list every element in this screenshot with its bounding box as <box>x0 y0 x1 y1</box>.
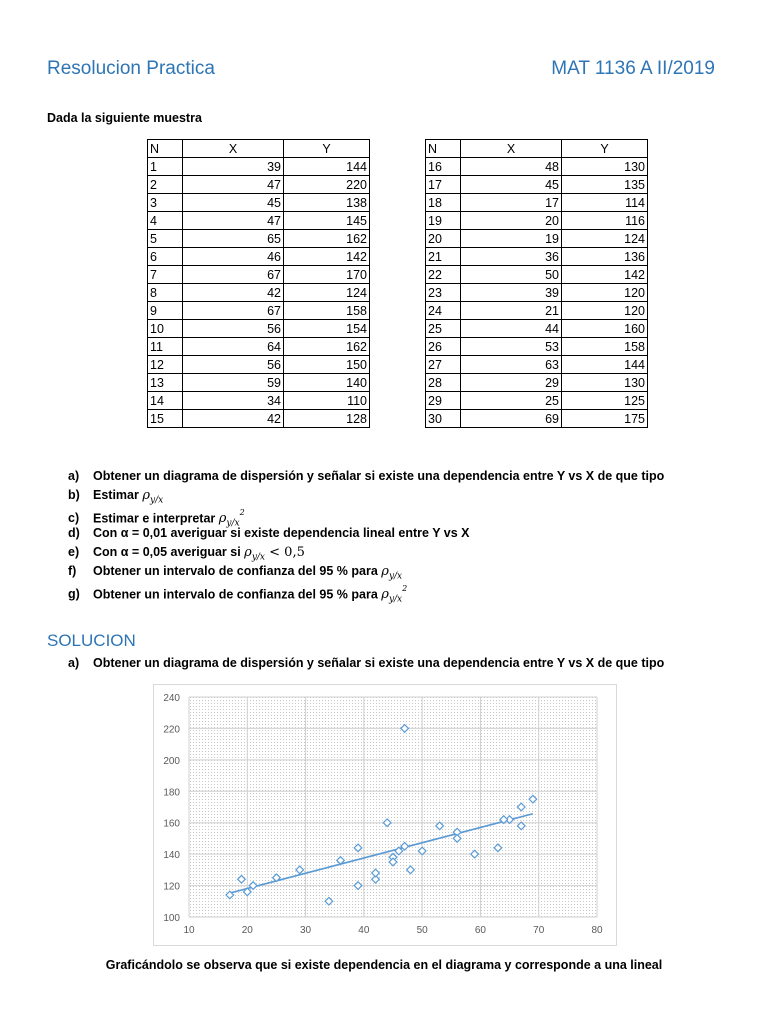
cell-y: 175 <box>562 410 648 428</box>
y-tick-label: 220 <box>163 724 180 736</box>
cell-x: 29 <box>461 374 562 392</box>
table-row <box>148 230 370 248</box>
rho-symbol: $\rho_{y/x}$ <box>142 488 164 506</box>
header-course-code: MAT 1136 A II/2019 <box>551 58 715 79</box>
cell-x: 20 <box>461 212 562 230</box>
table-row <box>148 212 370 230</box>
table-row <box>426 230 648 248</box>
table-row <box>148 302 370 320</box>
cell-n: 27 <box>426 356 461 374</box>
cell-y: 120 <box>562 302 648 320</box>
cell-x: 42 <box>183 284 284 302</box>
cell-x: 48 <box>461 158 562 176</box>
question-list <box>68 467 665 605</box>
cell-n: 14 <box>148 392 183 410</box>
cell-y: 142 <box>562 266 648 284</box>
cell-y: 162 <box>284 338 370 356</box>
table-row <box>426 248 648 266</box>
cell-x: 17 <box>461 194 562 212</box>
data-table-left <box>147 139 370 428</box>
question-e <box>68 543 664 562</box>
cell-y: 110 <box>284 392 370 410</box>
question-text: Obtener un intervalo de confianza del 95 % para <box>93 587 382 602</box>
conclusion-text: Graficándolo se observa que si existe dependencia en el diagrama y corresponde a una lineal <box>105 958 663 972</box>
column-header-x: X <box>183 140 284 158</box>
data-table-right <box>425 139 648 428</box>
question-a <box>68 467 664 486</box>
table-row <box>148 374 370 392</box>
table-row <box>426 356 648 374</box>
rho-symbol: $\rho_{y/x}$ <box>244 545 266 563</box>
rho-symbol: $\rho_{y/x}$ <box>381 564 403 582</box>
cell-n: 13 <box>148 374 183 392</box>
cell-n: 10 <box>148 320 183 338</box>
cell-y: 150 <box>284 356 370 374</box>
cell-n: 5 <box>148 230 183 248</box>
cell-y: 162 <box>284 230 370 248</box>
cell-n: 16 <box>426 158 461 176</box>
cell-y: 154 <box>284 320 370 338</box>
rho-squared-symbol: $\rho_{y/x}^2$ <box>218 508 245 529</box>
table-row <box>426 158 648 176</box>
x-tick-label: 50 <box>416 925 428 936</box>
cell-x: 34 <box>183 392 284 410</box>
cell-y: 158 <box>562 338 648 356</box>
y-tick-label: 120 <box>163 881 180 893</box>
cell-x: 45 <box>183 194 284 212</box>
question-letter: b) <box>68 488 80 502</box>
table-row <box>148 284 370 302</box>
cell-y: 136 <box>562 248 648 266</box>
column-header-x: X <box>461 140 562 158</box>
cell-n: 9 <box>148 302 183 320</box>
cell-y: 128 <box>284 410 370 428</box>
cell-x: 67 <box>183 302 284 320</box>
x-tick-label: 70 <box>533 925 545 936</box>
question-b <box>68 486 664 505</box>
column-header-y: Y <box>562 140 648 158</box>
table-row <box>426 374 648 392</box>
cell-n: 3 <box>148 194 183 212</box>
y-tick-label: 240 <box>163 693 180 704</box>
cell-x: 53 <box>461 338 562 356</box>
cell-y: 120 <box>562 284 648 302</box>
column-header-n: N <box>426 140 461 158</box>
cell-n: 21 <box>426 248 461 266</box>
cell-n: 23 <box>426 284 461 302</box>
cell-y: 144 <box>284 158 370 176</box>
inequality-text: < 0,5 <box>265 545 305 560</box>
question-text: Con α = 0,05 averiguar si <box>93 545 245 559</box>
x-tick-label: 80 <box>591 925 603 936</box>
question-letter: a) <box>68 469 80 483</box>
table-row <box>148 176 370 194</box>
cell-x: 69 <box>461 410 562 428</box>
question-letter: d) <box>68 526 80 540</box>
cell-n: 4 <box>148 212 183 230</box>
question-f <box>68 562 664 581</box>
cell-n: 7 <box>148 266 183 284</box>
question-letter: e) <box>68 545 80 559</box>
question-text: Obtener un intervalo de confianza del 95 % para <box>93 564 382 578</box>
cell-y: 160 <box>562 320 648 338</box>
cell-n: 28 <box>426 374 461 392</box>
cell-x: 50 <box>461 266 562 284</box>
table-row <box>148 248 370 266</box>
table-row <box>426 338 648 356</box>
solution-question-a <box>68 656 664 670</box>
cell-x: 65 <box>183 230 284 248</box>
cell-n: 19 <box>426 212 461 230</box>
table-row <box>148 410 370 428</box>
cell-x: 64 <box>183 338 284 356</box>
cell-x: 25 <box>461 392 562 410</box>
y-tick-label: 160 <box>163 818 180 830</box>
cell-y: 116 <box>562 212 648 230</box>
cell-n: 26 <box>426 338 461 356</box>
cell-x: 67 <box>183 266 284 284</box>
cell-x: 47 <box>183 212 284 230</box>
y-tick-label: 140 <box>163 850 180 862</box>
table-row <box>426 212 648 230</box>
cell-x: 46 <box>183 248 284 266</box>
table-row <box>148 392 370 410</box>
table-row <box>426 320 648 338</box>
question-c <box>68 505 664 529</box>
table-row <box>148 356 370 374</box>
cell-n: 29 <box>426 392 461 410</box>
table-row <box>148 320 370 338</box>
cell-y: 130 <box>562 158 648 176</box>
question-g <box>68 581 664 605</box>
cell-x: 45 <box>461 176 562 194</box>
question-text: Obtener un diagrama de dispersión y señalar si existe una dependencia entre Y vs X de que tipo <box>93 469 665 483</box>
cell-n: 30 <box>426 410 461 428</box>
cell-x: 42 <box>183 410 284 428</box>
cell-n: 15 <box>148 410 183 428</box>
cell-n: 11 <box>148 338 183 356</box>
cell-n: 22 <box>426 266 461 284</box>
column-header-y: Y <box>284 140 370 158</box>
table-row <box>426 266 648 284</box>
x-tick-label: 30 <box>300 925 312 936</box>
header-title: Resolucion Practica <box>47 58 215 79</box>
cell-n: 24 <box>426 302 461 320</box>
cell-y: 124 <box>284 284 370 302</box>
cell-y: 145 <box>284 212 370 230</box>
y-tick-label: 100 <box>163 913 180 924</box>
column-header-n: N <box>148 140 183 158</box>
cell-y: 142 <box>284 248 370 266</box>
cell-x: 47 <box>183 176 284 194</box>
cell-x: 36 <box>461 248 562 266</box>
cell-n: 18 <box>426 194 461 212</box>
y-tick-label: 180 <box>163 787 180 799</box>
table-row <box>148 338 370 356</box>
cell-x: 56 <box>183 320 284 338</box>
cell-n: 20 <box>426 230 461 248</box>
x-tick-label: 60 <box>474 925 486 936</box>
cell-x: 63 <box>461 356 562 374</box>
table-row <box>148 158 370 176</box>
cell-y: 114 <box>562 194 648 212</box>
cell-y: 130 <box>562 374 648 392</box>
table-row <box>426 392 648 410</box>
y-tick-label: 200 <box>163 755 180 767</box>
cell-y: 135 <box>562 176 648 194</box>
cell-y: 140 <box>284 374 370 392</box>
cell-y: 138 <box>284 194 370 212</box>
cell-x: 56 <box>183 356 284 374</box>
question-letter: a) <box>68 656 80 670</box>
cell-x: 21 <box>461 302 562 320</box>
intro-text: Dada la siguiente muestra <box>47 111 202 125</box>
question-letter: c) <box>68 511 80 526</box>
cell-x: 44 <box>461 320 562 338</box>
cell-x: 19 <box>461 230 562 248</box>
table-row <box>148 266 370 284</box>
cell-n: 12 <box>148 356 183 374</box>
table-row <box>426 284 648 302</box>
question-text: Con α = 0,01 averiguar si existe dependencia lineal entre Y vs X <box>93 526 470 540</box>
question-text: Estimar e interpretar <box>93 511 219 526</box>
table-row <box>426 410 648 428</box>
cell-y: 125 <box>562 392 648 410</box>
scatter-plot-svg <box>154 685 616 945</box>
cell-x: 39 <box>183 158 284 176</box>
table-row <box>426 302 648 320</box>
cell-n: 17 <box>426 176 461 194</box>
cell-n: 6 <box>148 248 183 266</box>
question-d <box>68 524 664 543</box>
rho-squared-symbol: $\rho_{y/x}^2$ <box>381 584 408 605</box>
scatter-chart <box>153 684 617 946</box>
cell-y: 170 <box>284 266 370 284</box>
x-tick-label: 40 <box>358 925 370 936</box>
cell-n: 25 <box>426 320 461 338</box>
x-tick-label: 20 <box>241 925 253 936</box>
cell-x: 59 <box>183 374 284 392</box>
question-letter: f) <box>68 564 77 578</box>
question-text: Obtener un diagrama de dispersión y señalar si existe una dependencia entre Y vs X de que tipo <box>93 656 665 670</box>
cell-x: 39 <box>461 284 562 302</box>
table-row <box>426 176 648 194</box>
table-row <box>426 194 648 212</box>
cell-y: 220 <box>284 176 370 194</box>
x-tick-label: 10 <box>183 925 195 936</box>
cell-y: 158 <box>284 302 370 320</box>
cell-y: 144 <box>562 356 648 374</box>
table-row <box>148 194 370 212</box>
cell-n: 1 <box>148 158 183 176</box>
question-letter: g) <box>68 587 80 602</box>
cell-n: 8 <box>148 284 183 302</box>
question-text: Estimar <box>93 488 143 502</box>
solution-heading: SOLUCION <box>47 631 136 650</box>
cell-y: 124 <box>562 230 648 248</box>
cell-n: 2 <box>148 176 183 194</box>
